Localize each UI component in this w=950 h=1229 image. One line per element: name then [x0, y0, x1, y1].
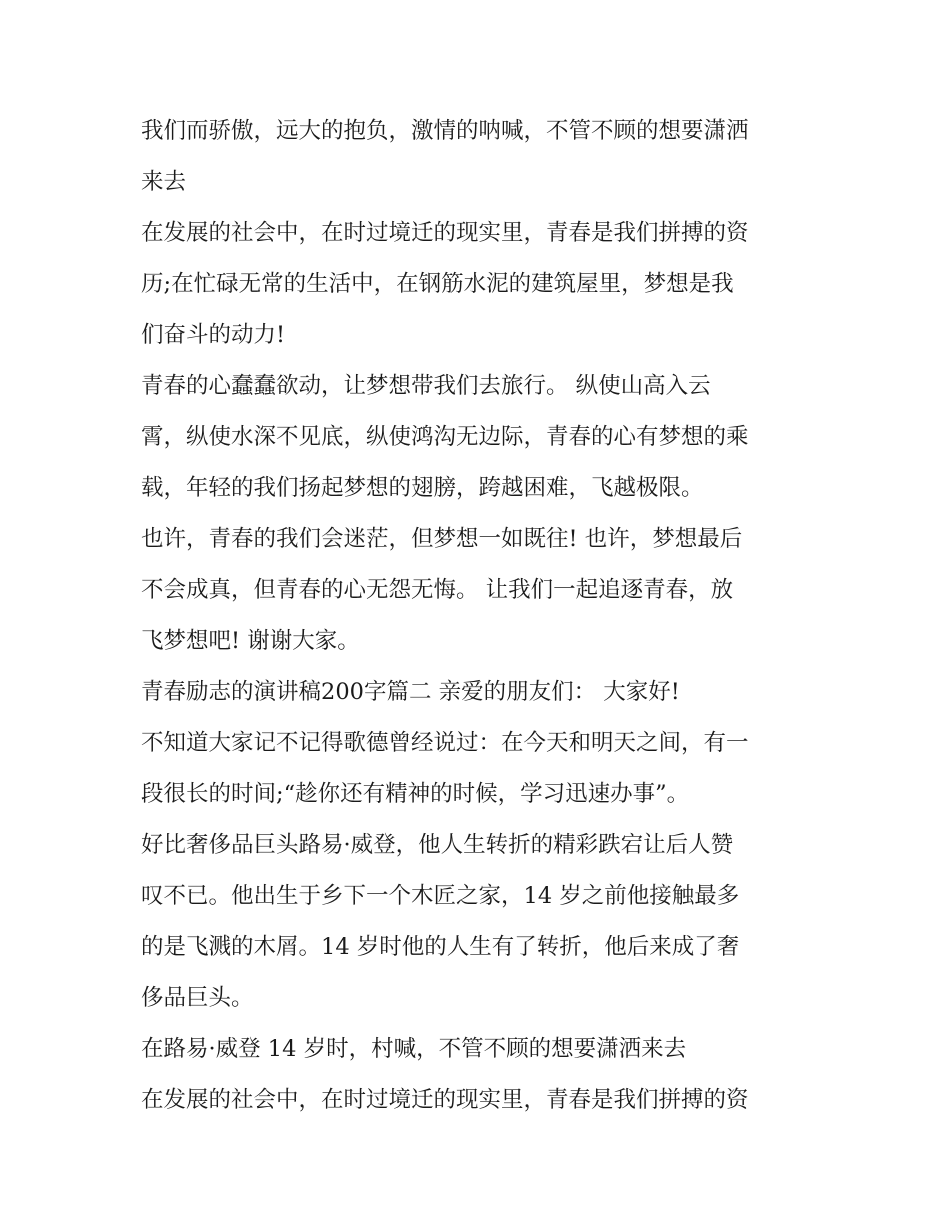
text-line: 历;在忙碌无常的生活中，在钢筋水泥的建筑屋里，梦想是我 [141, 271, 734, 297]
text-line: 们奋斗的动力! [141, 322, 286, 348]
text-line: 也许，青春的我们会迷茫，但梦想一如既往! 也许，梦想最后 [141, 526, 743, 552]
text-line: 好比奢侈品巨头路易·威登，他人生转折的精彩跌宕让后人赞 [141, 832, 734, 858]
text-line: 侈品巨头。 [141, 985, 254, 1011]
document-body [141, 106, 821, 1126]
text-line: 在发展的社会中，在时过境迁的现实里，青春是我们拼搏的资 [141, 1087, 749, 1113]
text-line: 叹不已。他出生于乡下一个木匠之家，14 岁之前他接触最多 [141, 883, 740, 909]
text-line: 飞梦想吧! 谢谢大家。 [141, 628, 360, 654]
text-line: 来去 [141, 169, 187, 195]
text-line: 在路易·威登 14 岁时，村喊，不管不顾的想要潇洒来去 [141, 1036, 687, 1062]
text-line: 我们而骄傲，远大的抱负，激情的呐喊，不管不顾的想要潇洒 [141, 118, 749, 144]
text-line: 段很长的时间;“趁你还有精神的时候，学习迅速办事”。 [141, 781, 690, 807]
text-line: 青春励志的演讲稿200字篇二 亲爱的朋友们： 大家好! [141, 679, 680, 705]
text-line: 在发展的社会中，在时过境迁的现实里，青春是我们拼搏的资 [141, 220, 749, 246]
text-line: 青春的心蠢蠢欲动，让梦想带我们去旅行。 纵使山高入云 [141, 373, 711, 399]
text-line: 载，年轻的我们扬起梦想的翅膀，跨越困难，飞越极限。 [141, 475, 704, 501]
text-line: 不知道大家记不记得歌德曾经说过：在今天和明天之间，有一 [141, 730, 749, 756]
text-line: 的是飞溅的木屑。14 岁时他的人生有了转折，他后来成了奢 [141, 934, 740, 960]
text-line: 霄，纵使水深不见底，纵使鸿沟无边际，青春的心有梦想的乘 [141, 424, 749, 450]
text-line: 不会成真，但青春的心无怨无悔。 让我们一起追逐青春，放 [141, 577, 734, 603]
